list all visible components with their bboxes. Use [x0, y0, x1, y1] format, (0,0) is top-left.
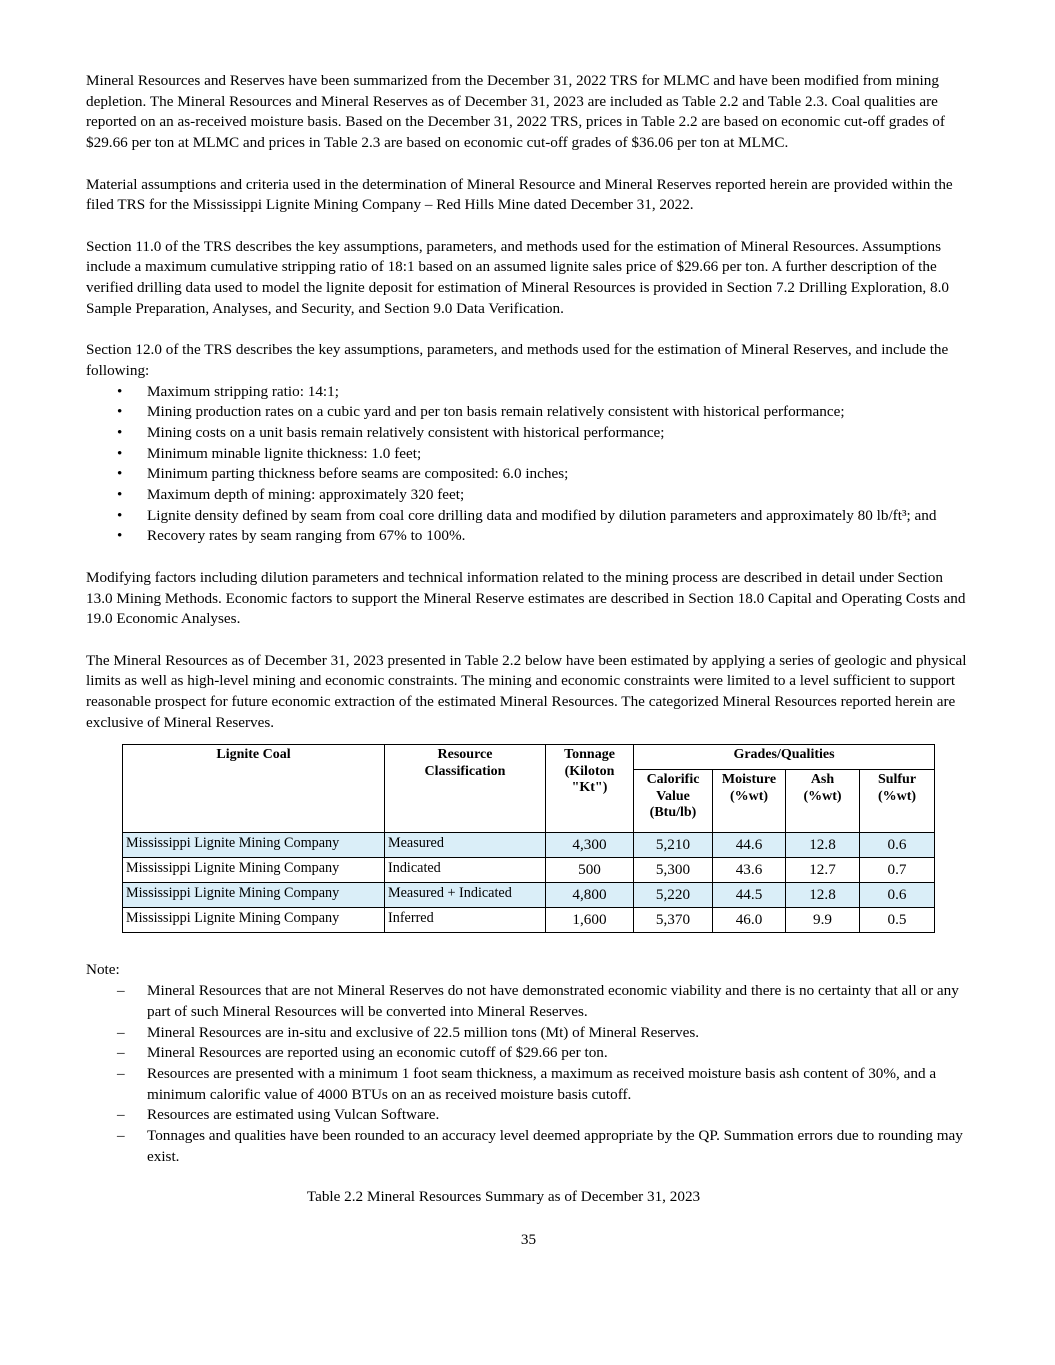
table-row	[123, 858, 935, 883]
cell-company: Mississippi Lignite Mining Company	[123, 883, 385, 908]
mineral-resources-table-wrap	[122, 744, 934, 933]
header-calorific-value: Calorific Value (Btu/lb)	[634, 770, 713, 833]
list-item: • Lignite density defined by seam from coal core drilling data and modified by dilution parameters and approximately 80 lb/ft³; and	[86, 506, 971, 527]
cell-calorific: 5,370	[634, 908, 713, 933]
cell-moisture: 43.6	[713, 858, 786, 883]
cell-company: Mississippi Lignite Mining Company	[123, 908, 385, 933]
list-item: – Tonnages and qualities have been rounded to an accuracy level deemed appropriate by the QP. Summation errors due to rounding may exist.	[86, 1126, 971, 1167]
cell-ash: 9.9	[786, 908, 860, 933]
cell-sulfur: 0.7	[860, 858, 935, 883]
cell-ash: 12.7	[786, 858, 860, 883]
cell-moisture: 44.5	[713, 883, 786, 908]
notes-list	[86, 981, 971, 1167]
table-caption: Table 2.2 Mineral Resources Summary as of December 31, 2023	[306, 1188, 701, 1206]
document-page	[86, 71, 971, 1251]
list-item: – Mineral Resources that are not Mineral Reserves do not have demonstrated economic viability and there is no certainty that all or any part of such Mineral Resources will be converted into Mineral Reserves.	[86, 981, 971, 1022]
list-item: – Mineral Resources are in-situ and exclusive of 22.5 million tons (Mt) of Mineral Reserves.	[86, 1023, 971, 1044]
header-moisture: Moisture (%wt)	[713, 770, 786, 833]
cell-classification: Inferred	[385, 908, 546, 933]
list-item: • Minimum minable lignite thickness: 1.0 feet;	[86, 444, 971, 465]
paragraph-section-12: Section 12.0 of the TRS describes the key assumptions, parameters, and methods used for the estimation of Mineral Reserves, and include the following:	[86, 341, 949, 379]
cell-calorific: 5,220	[634, 883, 713, 908]
paragraph-section-11: Section 11.0 of the TRS describes the key assumptions, parameters, and methods used for the estimation of Mineral Resources. Assumptions include a maximum cumulative stripping ratio of 18:1 based on an assumed lignite sales price of $29.66 per ton. A further description of the verified drilling data used to model the lignite deposit for estimation of Mineral Resources is provided in Section 7.2 Drilling Exploration, 8.0 Sample Preparation, Analyses, and Security, and Section 9.0 Data Verification.	[86, 237, 949, 317]
cell-sulfur: 0.5	[860, 908, 935, 933]
paragraph-modifying-factors: Modifying factors including dilution parameters and technical information related to the mining process are described in detail under Section 13.0 Mining Methods. Economic factors to support the Mineral Reserve estimates are described in Section 18.0 Capital and Operating Costs and 19.0 Economic Analyses.	[86, 568, 966, 628]
cell-classification: Measured	[385, 833, 546, 858]
header-resource-classification: Resource Classification	[385, 745, 546, 833]
cell-company: Mississippi Lignite Mining Company	[123, 858, 385, 883]
cell-tonnage: 4,800	[546, 883, 634, 908]
cell-calorific: 5,300	[634, 858, 713, 883]
header-sulfur: Sulfur (%wt)	[860, 770, 935, 833]
paragraph-mineral-resources: The Mineral Resources as of December 31, 2023 presented in Table 2.2 below have been estimated by applying a series of geologic and physical limits as well as high-level mining and economic constraints. The mining and economic constraints were limited to a level sufficient to support reasonable prospect for future economic extraction of the estimated Mineral Resources. The categorized Mineral Resources reported herein are exclusive of Mineral Reserves.	[86, 651, 967, 731]
table-row	[123, 908, 935, 933]
header-grades-qualities: Grades/Qualities	[634, 745, 935, 770]
header-tonnage: Tonnage (Kiloton "Kt")	[546, 745, 634, 833]
list-item: • Minimum parting thickness before seams are composited: 6.0 inches;	[86, 464, 971, 485]
cell-sulfur: 0.6	[860, 833, 935, 858]
cell-moisture: 46.0	[713, 908, 786, 933]
header-ash: Ash (%wt)	[786, 770, 860, 833]
cell-calorific: 5,210	[634, 833, 713, 858]
cell-moisture: 44.6	[713, 833, 786, 858]
table-row	[123, 833, 935, 858]
mineral-resources-table	[122, 744, 935, 933]
page-number: 35	[520, 1231, 537, 1249]
cell-tonnage: 500	[546, 858, 634, 883]
list-item: • Maximum stripping ratio: 14:1;	[86, 382, 971, 403]
list-item: • Mining production rates on a cubic yard and per ton basis remain relatively consistent with historical performance;	[86, 402, 971, 423]
list-item: • Mining costs on a unit basis remain relatively consistent with historical performance;	[86, 423, 971, 444]
list-item: • Maximum depth of mining: approximately 320 feet;	[86, 485, 971, 506]
reserve-assumptions-list	[86, 382, 971, 548]
cell-company: Mississippi Lignite Mining Company	[123, 833, 385, 858]
table-row	[123, 883, 935, 908]
list-item: – Resources are presented with a minimum 1 foot seam thickness, a maximum as received moisture basis ash content of 30%, and a minimum calorific value of 4000 BTUs on an as received moisture basis cutoff.	[86, 1064, 971, 1105]
list-item: • Recovery rates by seam ranging from 67% to 100%.	[86, 526, 971, 547]
paragraph-summary: Mineral Resources and Reserves have been summarized from the December 31, 2022 TRS for MLMC and have been modified from mining depletion. The Mineral Resources and Mineral Reserves as of December 31, 2023 are included as Table 2.2 and Table 2.3. Coal qualities are reported on an as-received moisture basis. Based on the December 31, 2022 TRS, prices in Table 2.2 are based on economic cut-off grades of $29.66 per ton at MLMC and prices in Table 2.3 are based on economic cut-off grades of $36.06 per ton at MLMC.	[86, 72, 945, 152]
cell-ash: 12.8	[786, 883, 860, 908]
list-item: – Resources are estimated using Vulcan Software.	[86, 1105, 971, 1126]
note-label: Note:	[86, 961, 120, 979]
cell-classification: Measured + Indicated	[385, 883, 546, 908]
cell-classification: Indicated	[385, 858, 546, 883]
header-lignite-coal: Lignite Coal	[123, 745, 385, 833]
cell-ash: 12.8	[786, 833, 860, 858]
cell-tonnage: 1,600	[546, 908, 634, 933]
list-item: – Mineral Resources are reported using an economic cutoff of $29.66 per ton.	[86, 1043, 971, 1064]
cell-sulfur: 0.6	[860, 883, 935, 908]
cell-tonnage: 4,300	[546, 833, 634, 858]
paragraph-material-assumptions: Material assumptions and criteria used in the determination of Mineral Resource and Mineral Reserves reported herein are provided within the filed TRS for the Mississippi Lignite Mining Company – Red Hills Mine dated December 31, 2022.	[86, 175, 953, 214]
